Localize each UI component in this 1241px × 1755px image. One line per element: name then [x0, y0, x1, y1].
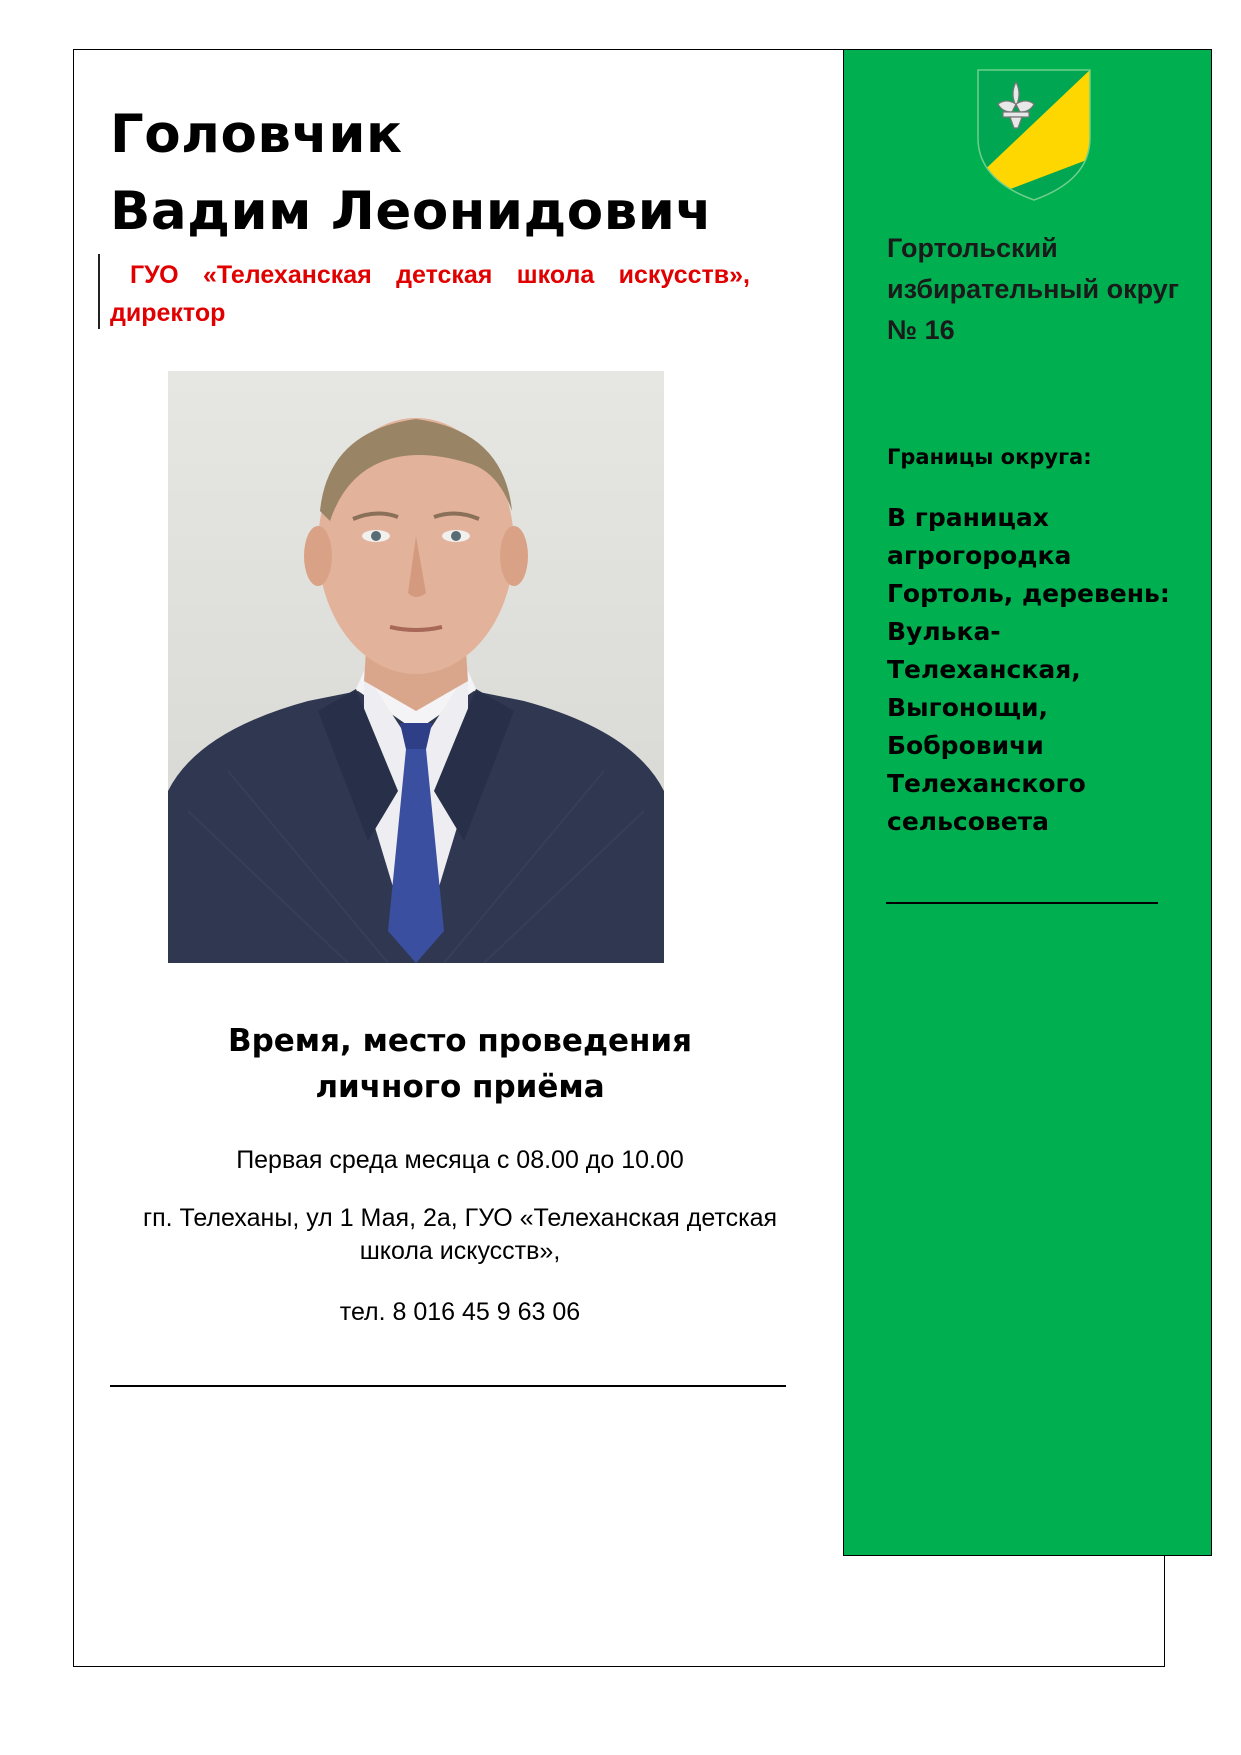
reception-schedule: Первая среда месяца с 08.00 до 10.00	[236, 1146, 684, 1174]
reception-address: гп. Телеханы, ул 1 Мая, 2а, ГУО «Телеханская детская школа искусств»,	[142, 1204, 778, 1265]
candidate-given-names: Вадим Леонидович	[110, 181, 713, 242]
divider	[110, 1385, 786, 1387]
candidate-name	[110, 96, 712, 250]
borders-label: Границы округа:	[887, 445, 1092, 469]
sidebar-divider	[886, 902, 1158, 904]
borders-text: В границах агрогородка Гортоль, деревень: Вулька-Телеханская, Выгонощи, Бобровичи Телеханского сельсовета	[887, 503, 1170, 836]
candidate-position: ГУО «Телеханская детская школа искусств», директор	[110, 261, 750, 327]
coat-of-arms-icon	[976, 68, 1092, 202]
portrait-photo	[168, 371, 664, 963]
candidate-surname: Головчик	[110, 104, 403, 165]
reception-phone: тел. 8 016 45 9 63 06	[339, 1298, 581, 1326]
position-marker	[98, 254, 100, 329]
reception-title: Время, место проведения личного приёма	[227, 1023, 693, 1105]
district-name: Гортольский избирательный округ № 16	[887, 233, 1179, 345]
